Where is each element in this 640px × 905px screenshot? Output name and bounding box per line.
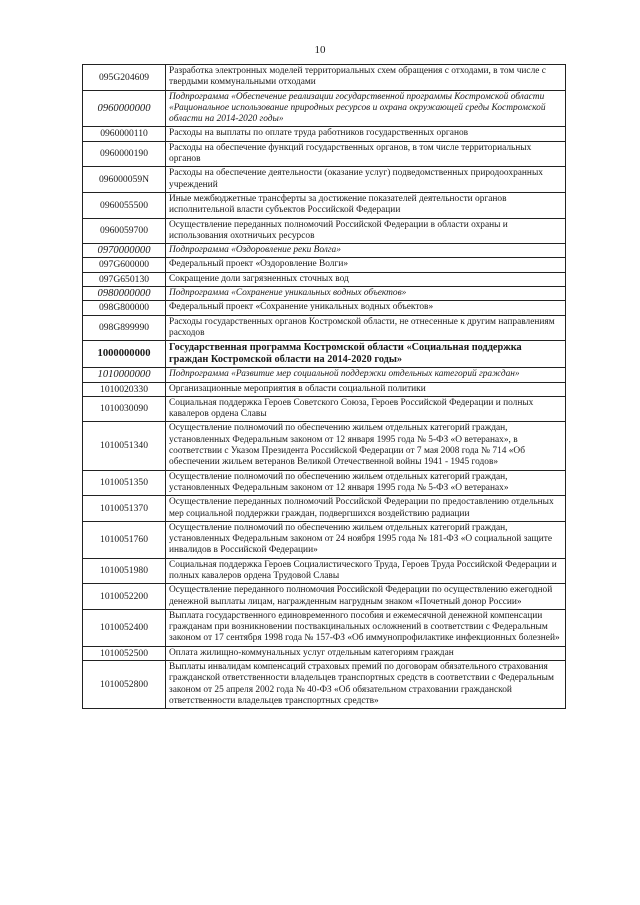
classification-code: 1010051350 (83, 470, 166, 496)
classification-code: 1000000000 (83, 341, 166, 368)
table-row (83, 368, 566, 382)
table-row (83, 272, 566, 286)
table-row (83, 396, 566, 422)
expense-description: Оплата жилищно-коммунальных услуг отдельным категориям граждан (166, 646, 566, 660)
classification-code: 0960059700 (83, 218, 166, 244)
classification-code: 1010051370 (83, 496, 166, 522)
classification-code: 1010051760 (83, 521, 166, 558)
expense-description: Расходы на обеспечение функций государственных органов, в том числе территориальных органов (166, 141, 566, 167)
expense-description: Федеральный проект «Сохранение уникальных водных объектов» (166, 301, 566, 315)
classification-code: 0960000110 (83, 127, 166, 141)
expense-description: Организационные мероприятия в области социальной политики (166, 382, 566, 396)
table-row (83, 258, 566, 272)
classification-code: 097G650130 (83, 272, 166, 286)
expense-description: Подпрограмма «Развитие мер социальной поддержки отдельных категорий граждан» (166, 368, 566, 382)
expense-description: Расходы на выплаты по оплате труда работников государственных органов (166, 127, 566, 141)
classification-code: 0980000000 (83, 287, 166, 301)
table-row (83, 127, 566, 141)
classification-code: 098G899990 (83, 315, 166, 341)
classification-code: 0960055500 (83, 192, 166, 218)
classification-code: 098G800000 (83, 301, 166, 315)
expense-description: Выплата государственного единовременного пособия и ежемесячной денежной компенсации гражданам при возникновении поствакцинальных осложнений в соответствии с Федеральным законом от 17 сентября 1998 года № 157-ФЗ «Об иммунопрофилактике инфекционных болезней» (166, 609, 566, 646)
table-row (83, 90, 566, 127)
table-row (83, 646, 566, 660)
table-body (83, 65, 566, 709)
classification-code: 1010052500 (83, 646, 166, 660)
expense-description: Иные межбюджетные трансферты за достижение показателей деятельности органов исполнительной власти субъектов Российской Федерации (166, 192, 566, 218)
expense-description: Социальная поддержка Героев Советского Союза, Героев Российской Федерации и полных кавалеров ордена Славы (166, 396, 566, 422)
table-row (83, 496, 566, 522)
expense-description: Расходы на обеспечение деятельности (оказание услуг) подведомственных природоохранных учреждений (166, 167, 566, 193)
classification-code: 0960000000 (83, 90, 166, 127)
table-row (83, 382, 566, 396)
expense-description: Осуществление полномочий по обеспечению жильем отдельных категорий граждан, установленных Федеральным законом от 12 января 1995 года № 5-ФЗ «О ветеранах», в соответствии с Указом Президента Российской Федерации от 7 мая 2008 года № 714 «Об обеспечении жильем ветеранов Великой Отечественной войны 1941 - 1945 годов» (166, 422, 566, 470)
classification-code: 0970000000 (83, 244, 166, 258)
page-number: 10 (314, 44, 326, 56)
expense-description: Осуществление переданных полномочий Российской Федерации в области охраны и использования охотничьих ресурсов (166, 218, 566, 244)
expense-description: Осуществление полномочий по обеспечению жильем отдельных категорий граждан, установленных Федеральным законом от 24 ноября 1995 года № 181-ФЗ «О социальной защите инвалидов в Российской Федерации» (166, 521, 566, 558)
classification-code: 1010052800 (83, 661, 166, 709)
table-row (83, 609, 566, 646)
expense-description: Выплаты инвалидам компенсаций страховых премий по договорам обязательного страхования гражданской ответственности владельцев транспортных средств в соответствии с Федеральным законом от 25 апреля 2002 года № 40-ФЗ «Об обязательном страховании гражданской ответственности владельцев транспортных средств» (166, 661, 566, 709)
table-row (83, 167, 566, 193)
expense-description: Осуществление полномочий по обеспечению жильем отдельных категорий граждан, установленных Федеральным законом от 12 января 1995 года № 5-ФЗ «О ветеранах» (166, 470, 566, 496)
table-row (83, 141, 566, 167)
classification-code: 1010051980 (83, 558, 166, 584)
table-row (83, 65, 566, 91)
expense-description: Разработка электронных моделей территориальных схем обращения с отходами, в том числе с твердыми коммунальными отходами (166, 65, 566, 91)
table-row (83, 661, 566, 709)
classification-code: 0960000190 (83, 141, 166, 167)
table-row (83, 287, 566, 301)
table-row (83, 301, 566, 315)
table-row (83, 521, 566, 558)
expense-description: Федеральный проект «Оздоровление Волги» (166, 258, 566, 272)
table-row (83, 218, 566, 244)
expense-description: Социальная поддержка Героев Социалистического Труда, Героев Труда Российской Федерации и полных кавалеров ордена Трудовой Славы (166, 558, 566, 584)
expense-description: Подпрограмма «Обеспечение реализации государственной программы Костромской области «Рациональное использование природных ресурсов и охрана окружающей среды Костромской области на 2014-2020 годы» (166, 90, 566, 127)
classification-code: 1010030090 (83, 396, 166, 422)
expense-description: Осуществление переданных полномочий Российской Федерации по предоставлению отдельных мер социальной поддержки граждан, подвергшихся воздействию радиации (166, 496, 566, 522)
classification-code: 097G600000 (83, 258, 166, 272)
table-row (83, 315, 566, 341)
expense-description: Подпрограмма «Оздоровление реки Волга» (166, 244, 566, 258)
table-row (83, 244, 566, 258)
classification-code: 1010052200 (83, 584, 166, 610)
classification-code: 1010000000 (83, 368, 166, 382)
budget-classification-table (82, 64, 566, 709)
expense-description: Осуществление переданного полномочия Российской Федерации по осуществлению ежегодной денежной выплаты лицам, награжденным нагрудным знаком «Почетный донор России» (166, 584, 566, 610)
expense-description: Расходы государственных органов Костромской области, не отнесенные к другим направлениям расходов (166, 315, 566, 341)
table-row (83, 341, 566, 368)
table-row (83, 558, 566, 584)
table-row (83, 584, 566, 610)
table-row (83, 192, 566, 218)
expense-description: Государственная программа Костромской области «Социальная поддержка граждан Костромской области на 2014-2020 годы» (166, 341, 566, 368)
classification-code: 1010020330 (83, 382, 166, 396)
table-row (83, 470, 566, 496)
classification-code: 1010051340 (83, 422, 166, 470)
classification-code: 096000059N (83, 167, 166, 193)
classification-code: 1010052400 (83, 609, 166, 646)
expense-description: Подпрограмма «Сохранение уникальных водных объектов» (166, 287, 566, 301)
expense-description: Сокращение доли загрязненных сточных вод (166, 272, 566, 286)
classification-code: 095G204609 (83, 65, 166, 91)
table-row (83, 422, 566, 470)
